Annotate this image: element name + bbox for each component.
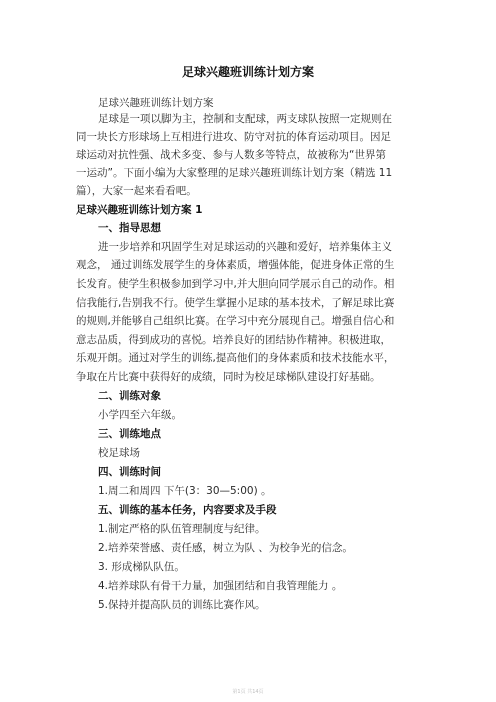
section-heading: 二、训练对象 — [98, 390, 161, 402]
section-line: 争取在片比赛中获得好的成绩，同时为校足球梯队建设打好基础。 — [76, 371, 381, 383]
plan-heading: 足球兴趣班训练计划方案 1 — [76, 204, 203, 216]
section-line: 乐观开朗。通过对学生的训练,提高他们的身体素质和技术技能水平， — [76, 352, 395, 364]
section-line: 意志品质，得到成功的喜悦。培养良好的团结协作精神。积极进取， — [76, 334, 391, 346]
intro-line: 球运动对抗性强、战术多变、参与人数多等特点，故被称为“世界第 — [76, 149, 386, 161]
section-text: 1.周二和周四 下午(3：30—5:00) 。 — [98, 485, 272, 497]
list-item: 4.培养球队有骨干力量，加强团结和自我管理能力 。 — [98, 580, 343, 592]
section-text: 校足球场 — [98, 447, 140, 459]
list-item: 3. 形成梯队队伍。 — [98, 561, 185, 573]
section-heading: 三、训练地点 — [98, 428, 161, 440]
section-heading: 四、训练时间 — [98, 466, 161, 478]
document-title: 足球兴趣班训练计划方案 — [181, 65, 314, 79]
page-footer: 第1页 共14页 — [232, 689, 264, 695]
section-line: 观念， 通过训练发展学生的身体素质，增强体能，促进身体正常的生 — [76, 259, 395, 271]
list-item: 1.制定严格的队伍管理制度与纪律。 — [98, 523, 266, 535]
list-item: 2.培养荣誉感、责任感，树立为队 、为校争光的信念。 — [98, 542, 353, 554]
intro-line: 一运动”。下面小编为大家整理的足球兴趣班训练计划方案（精选 11 — [76, 167, 393, 179]
section-line: 进一步培养和巩固学生对足球运动的兴趣和爱好，培养集体主义 — [98, 241, 392, 253]
intro-line: 同一块长方形球场上互相进行进攻、防守对抗的体育运动项目。因足 — [76, 131, 391, 143]
intro-line: 足球是一项以脚为主，控制和支配球，两支球队按照一定规则在 — [98, 113, 392, 125]
section-heading: 五、训练的基本任务，内容要求及手段 — [98, 504, 277, 516]
document-subtitle: 足球兴趣班训练计划方案 — [98, 97, 214, 109]
section-text: 小学四至六年级。 — [98, 409, 182, 421]
section-line: 的规则,并能够自己组织比赛。在学习中充分展现自己。增强自信心和 — [76, 315, 395, 327]
section-heading: 一、指导思想 — [98, 222, 161, 234]
intro-line: 篇），大家一起来看看吧。 — [76, 185, 197, 197]
section-line: 信我能行,告别我不行。使学生掌握小足球的基本技术，了解足球比赛 — [76, 297, 395, 309]
section-line: 长发育。使学生积极参加到学习中,并大胆向同学展示自己的动作。相 — [76, 278, 395, 290]
list-item: 5.保持并提高队员的训练比赛作风。 — [98, 599, 266, 611]
